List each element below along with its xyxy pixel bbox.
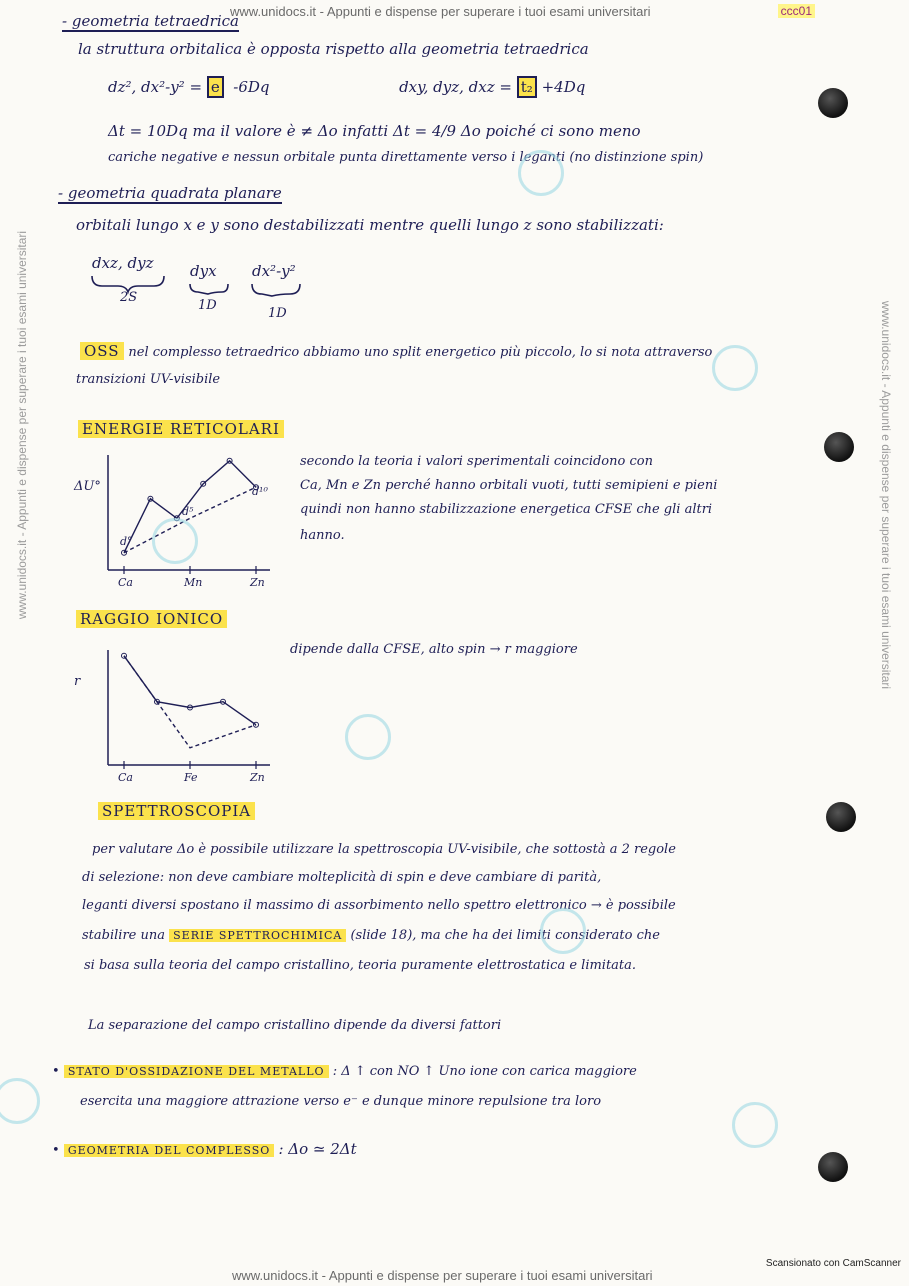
binder-hole (824, 432, 854, 462)
tetra-t2-orbitals: dxy, dyz, dxz = (399, 78, 512, 96)
watermark-logo-icon (732, 1102, 778, 1148)
bullet-1: • STATO D'OSSIDAZIONE DEL METALLO : Δ ↑ con NO ↑ Uno ione con carica maggiore (52, 1064, 637, 1079)
page-code: ccc01 (778, 4, 815, 18)
lattice-tick-label: Ca (118, 576, 133, 589)
oss-line-2: transizioni UV-visibile (76, 372, 221, 387)
watermark-logo-icon (0, 1078, 40, 1124)
section-title-quadrata: - geometria quadrata planare (58, 184, 282, 202)
radius-ylabel: r (74, 674, 81, 689)
bullet-1-text: : Δ ↑ con NO ↑ Uno ione con carica maggiore (332, 1064, 637, 1079)
lattice-annotation: d° (120, 535, 133, 548)
separation-line: La separazione del campo cristallino dipende da diversi fattori (88, 1018, 502, 1033)
energie-highlight: ENERGIE RETICOLARI (78, 420, 284, 438)
spettro-line-2: di selezione: non deve cambiare molteplicità di spin e deve cambiare di parità, (82, 870, 602, 885)
sq-group-1-count: 2S (120, 290, 138, 305)
sq-group-2: dyx (190, 262, 217, 280)
lattice-tick-label: Mn (184, 576, 203, 589)
watermark-logo-icon (152, 518, 198, 564)
spettro-line-3: leganti diversi spostano il massimo di assorbimento nello spettro elettronico → è possibile (82, 898, 676, 913)
footer-watermark: www.unidocs.it - Appunti e dispense per superare i tuoi esami universitari (232, 1268, 653, 1283)
left-watermark: www.unidocs.it - Appunti e dispense per superare i tuoi esami universitari (15, 230, 29, 620)
spettro-line-5: si basa sulla teoria del campo cristallino, teoria puramente elettrostatica e limitata. (84, 958, 637, 973)
tetra-line-3: Δt = 10Dq ma il valore è ≠ Δo infatti Δt = 4/9 Δo poiché ci sono meno (108, 122, 641, 140)
lattice-annotation: d⁵ (182, 505, 194, 518)
tetra-line-1: la struttura orbitalica è opposta rispetto alla geometria tetraedrica (78, 40, 589, 58)
right-watermark: www.unidocs.it - Appunti e dispense per superare i tuoi esami universitari (879, 300, 893, 690)
lattice-annotation: d¹⁰ (252, 485, 268, 498)
energie-line-4: hanno. (300, 528, 345, 543)
radius-tick-label: Fe (184, 771, 198, 784)
tetra-t2-energy: +4Dq (541, 78, 586, 96)
tetra-e-label: e (207, 76, 224, 98)
energie-line-3: quindi non hanno stabilizzazione energetica CFSE che gli altri (300, 502, 713, 517)
watermark-logo-icon (345, 714, 391, 760)
radius-tick-label: Zn (250, 771, 265, 784)
oss-text: nel complesso tetraedrico abbiamo uno split energetico più piccolo, lo si nota attraverso (128, 345, 713, 360)
section-title-energie (78, 420, 284, 438)
scanner-credit: Scansionato con CamScanner (765, 1258, 901, 1269)
binder-hole (818, 1152, 848, 1182)
raggio-line-1: dipende dalla CFSE, alto spin → r maggiore (290, 642, 578, 657)
tetra-t2-label: t₂ (517, 76, 537, 98)
spettro-line-4c: (slide 18), ma che ha dei limiti considerato che (350, 928, 660, 943)
sq-line-1: orbitali lungo x e y sono destabilizzati mentre quelli lungo z sono stabilizzati: (76, 216, 664, 234)
binder-hole (818, 88, 848, 118)
tetra-eg-orbitals: dz², dx²-y² = (108, 78, 203, 96)
binder-hole (826, 802, 856, 832)
header-watermark: www.unidocs.it - Appunti e dispense per superare i tuoi esami universitari (230, 4, 651, 19)
sq-braces (0, 0, 909, 330)
section-title-spettroscopia (98, 802, 255, 820)
spettro-line-4a: stabilire una (82, 928, 165, 943)
oss-label: OSS (80, 342, 124, 360)
spettro-highlight: SPETTROSCOPIA (98, 802, 255, 820)
section-title-raggio (76, 610, 227, 628)
raggio-highlight: RAGGIO IONICO (76, 610, 227, 628)
lattice-tick-label: Zn (250, 576, 265, 589)
sq-group-1: dxz, dyz (92, 254, 154, 272)
energie-line-1: secondo la teoria i valori sperimentali coincidono con (300, 454, 653, 469)
bullet-2-title: GEOMETRIA DEL COMPLESSO (64, 1144, 275, 1157)
bullet-2-text: : Δo ≃ 2Δt (278, 1140, 357, 1158)
radius-tick-label: Ca (118, 771, 133, 784)
energie-line-2: Ca, Mn e Zn perché hanno orbitali vuoti, tutti semipieni e pieni (300, 478, 718, 493)
watermark-logo-icon (518, 150, 564, 196)
sq-group-3-count: 1D (268, 306, 287, 321)
oss-line-1 (80, 342, 712, 360)
bullet-1-title: STATO D'OSSIDAZIONE DEL METALLO (64, 1065, 329, 1078)
serie-spettrochimica-highlight: SERIE SPETTROCHIMICA (169, 929, 346, 942)
tetra-line-4: cariche negative e nessun orbitale punta direttamente verso i leganti (no distinzione spin) (108, 150, 704, 165)
sq-group-2-count: 1D (198, 298, 217, 313)
bullet-1-line-2: esercita una maggiore attrazione verso e⁻ e dunque minore repulsione tra loro (80, 1094, 602, 1109)
sq-group-3: dx²-y² (252, 262, 296, 280)
lattice-ylabel: ΔU° (74, 479, 101, 494)
bullet-2: • GEOMETRIA DEL COMPLESSO : Δo ≃ 2Δt (52, 1140, 357, 1158)
tetra-e-energy: -6Dq (233, 78, 270, 96)
watermark-logo-icon (540, 908, 586, 954)
radius-series-line (124, 656, 256, 725)
radius-series-line (124, 656, 256, 748)
watermark-logo-icon (712, 345, 758, 391)
section-title-tetraedrica: - geometria tetraedrica (62, 12, 239, 30)
spettro-line-1: per valutare Δo è possibile utilizzare la spettroscopia UV-visibile, che sottostà a 2 regole (92, 842, 676, 857)
ionic-radius-chart (70, 640, 280, 785)
